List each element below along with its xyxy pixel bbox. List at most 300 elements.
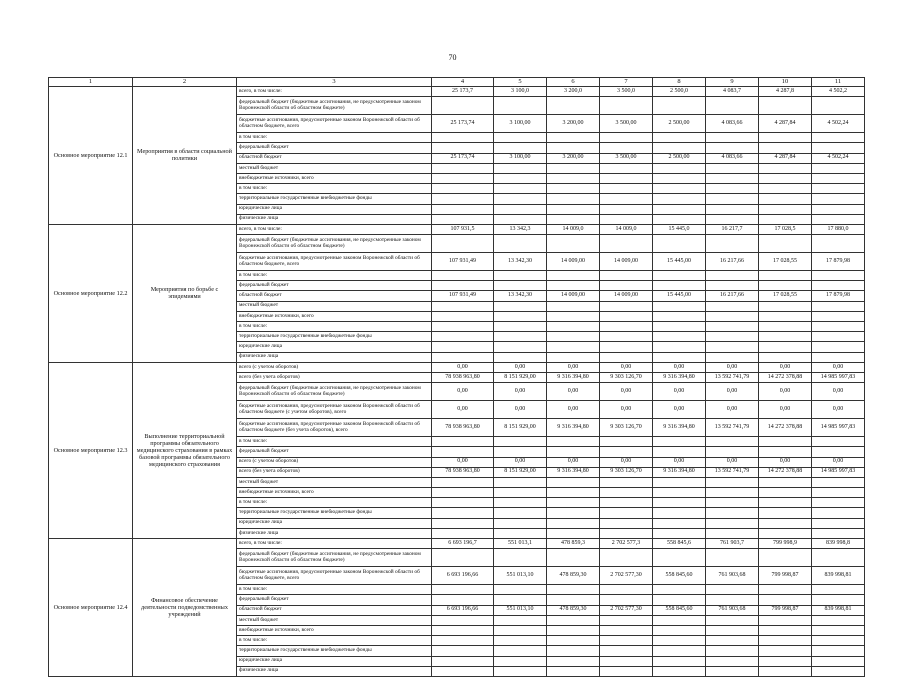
amount-cell	[547, 488, 600, 498]
amount-cell	[706, 549, 759, 567]
amount-cell	[494, 518, 547, 528]
amount-cell: 761 903,68	[706, 567, 759, 585]
amount-cell	[759, 488, 812, 498]
amount-cell: 8 151 929,00	[494, 372, 547, 382]
header-cell: 10	[759, 78, 812, 87]
amount-cell	[653, 625, 706, 635]
funding-source-label: физические лица	[237, 214, 432, 224]
amount-cell	[706, 646, 759, 656]
amount-cell	[706, 437, 759, 447]
amount-cell	[547, 636, 600, 646]
funding-source-label: в том числе:	[237, 498, 432, 508]
amount-cell	[653, 97, 706, 115]
amount-cell: 761 903,68	[706, 605, 759, 615]
amount-cell: 558 845,60	[653, 605, 706, 615]
amount-cell	[759, 163, 812, 173]
amount-cell	[432, 636, 494, 646]
amount-cell	[759, 204, 812, 214]
amount-cell	[706, 173, 759, 183]
amount-cell	[706, 332, 759, 342]
amount-cell	[600, 173, 653, 183]
amount-cell	[706, 528, 759, 538]
amount-cell	[759, 666, 812, 676]
amount-cell: 0,00	[812, 383, 865, 401]
amount-cell	[432, 97, 494, 115]
header-cell: 7	[600, 78, 653, 87]
header-cell: 3	[237, 78, 432, 87]
amount-cell: 17 028,5	[759, 224, 812, 234]
amount-cell: 16 217,66	[706, 253, 759, 271]
amount-cell: 8 151 929,00	[494, 419, 547, 437]
amount-cell	[432, 646, 494, 656]
funding-source-label: местный бюджет	[237, 301, 432, 311]
amount-cell	[547, 204, 600, 214]
amount-cell: 6 693 196,66	[432, 605, 494, 615]
amount-cell	[653, 518, 706, 528]
funding-source-label: территориальные государственные внебюджетные фонды	[237, 332, 432, 342]
amount-cell: 3 100,0	[494, 87, 547, 97]
amount-cell	[432, 595, 494, 605]
amount-cell: 14 009,0	[547, 224, 600, 234]
amount-cell: 17 880,0	[812, 224, 865, 234]
amount-cell	[759, 214, 812, 224]
amount-cell	[759, 173, 812, 183]
amount-cell	[706, 194, 759, 204]
amount-cell	[759, 133, 812, 143]
amount-cell	[494, 477, 547, 487]
amount-cell: 107 931,5	[432, 224, 494, 234]
amount-cell	[812, 488, 865, 498]
amount-cell: 9 303 126,70	[600, 372, 653, 382]
amount-cell	[432, 666, 494, 676]
amount-cell	[600, 656, 653, 666]
amount-cell	[432, 311, 494, 321]
amount-cell	[432, 184, 494, 194]
amount-cell	[759, 322, 812, 332]
amount-cell	[432, 301, 494, 311]
amount-cell	[600, 528, 653, 538]
amount-cell	[494, 204, 547, 214]
amount-cell	[547, 194, 600, 204]
amount-cell: 2 500,00	[653, 115, 706, 133]
amount-cell	[547, 332, 600, 342]
amount-cell	[600, 194, 653, 204]
event-name: Мероприятия по борьбе с эпидемиями	[133, 224, 237, 362]
amount-cell	[494, 549, 547, 567]
amount-cell	[432, 615, 494, 625]
amount-cell	[759, 549, 812, 567]
amount-cell: 0,00	[600, 362, 653, 372]
amount-cell	[600, 332, 653, 342]
amount-cell: 0,00	[432, 401, 494, 419]
amount-cell: 0,00	[653, 457, 706, 467]
amount-cell: 0,00	[653, 383, 706, 401]
amount-cell: 0,00	[547, 457, 600, 467]
amount-cell	[759, 97, 812, 115]
amount-cell	[547, 301, 600, 311]
amount-cell	[547, 477, 600, 487]
amount-cell: 0,00	[494, 457, 547, 467]
amount-cell	[547, 163, 600, 173]
amount-cell	[759, 281, 812, 291]
amount-cell	[706, 204, 759, 214]
amount-cell	[706, 133, 759, 143]
amount-cell: 0,00	[600, 401, 653, 419]
amount-cell	[653, 332, 706, 342]
amount-cell: 478 859,3	[547, 539, 600, 549]
amount-cell: 0,00	[432, 457, 494, 467]
amount-cell	[432, 352, 494, 362]
amount-cell: 9 316 394,80	[653, 467, 706, 477]
amount-cell	[494, 585, 547, 595]
funding-source-label: всего (с учетом оборотов)	[237, 362, 432, 372]
amount-cell: 3 200,0	[547, 87, 600, 97]
amount-cell	[432, 322, 494, 332]
funding-source-label: территориальные государственные внебюджетные фонды	[237, 646, 432, 656]
funding-source-label: федеральный бюджет	[237, 447, 432, 457]
amount-cell	[547, 281, 600, 291]
amount-cell	[759, 311, 812, 321]
amount-cell: 25 173,74	[432, 153, 494, 163]
amount-cell	[653, 184, 706, 194]
funding-source-label: бюджетные ассигнования, предусмотренные законом Воронежской области об областном бюджете, всего	[237, 253, 432, 271]
amount-cell	[494, 646, 547, 656]
amount-cell	[600, 646, 653, 656]
amount-cell: 0,00	[494, 383, 547, 401]
amount-cell	[494, 173, 547, 183]
amount-cell: 14 985 997,83	[812, 467, 865, 477]
amount-cell	[653, 437, 706, 447]
funding-source-label: физические лица	[237, 352, 432, 362]
amount-cell: 799 998,87	[759, 567, 812, 585]
amount-cell	[706, 271, 759, 281]
amount-cell	[759, 332, 812, 342]
amount-cell	[547, 518, 600, 528]
amount-cell	[494, 97, 547, 115]
amount-cell	[812, 133, 865, 143]
amount-cell	[759, 194, 812, 204]
amount-cell	[812, 143, 865, 153]
amount-cell: 78 938 963,80	[432, 419, 494, 437]
amount-cell	[706, 656, 759, 666]
amount-cell: 9 316 394,80	[547, 419, 600, 437]
amount-cell: 551 013,10	[494, 567, 547, 585]
amount-cell	[600, 508, 653, 518]
amount-cell	[547, 352, 600, 362]
amount-cell: 799 998,9	[759, 539, 812, 549]
amount-cell	[494, 625, 547, 635]
amount-cell: 4 287,8	[759, 87, 812, 97]
amount-cell	[432, 214, 494, 224]
amount-cell	[759, 235, 812, 253]
amount-cell	[600, 97, 653, 115]
amount-cell	[600, 311, 653, 321]
funding-source-label: территориальные государственные внебюджетные фонды	[237, 508, 432, 518]
amount-cell	[432, 656, 494, 666]
event-name: Выполнение территориальной программы обязательного медицинского страхования в рамках базовой программы обязательного медицинского страхования	[133, 362, 237, 538]
amount-cell	[706, 342, 759, 352]
amount-cell	[600, 437, 653, 447]
amount-cell	[432, 173, 494, 183]
amount-cell	[812, 204, 865, 214]
amount-cell	[706, 585, 759, 595]
amount-cell	[653, 143, 706, 153]
amount-cell	[547, 173, 600, 183]
amount-cell: 0,00	[706, 362, 759, 372]
amount-cell: 3 500,00	[600, 153, 653, 163]
amount-cell: 78 938 963,80	[432, 372, 494, 382]
amount-cell	[600, 447, 653, 457]
amount-cell	[812, 235, 865, 253]
amount-cell: 78 938 963,80	[432, 467, 494, 477]
amount-cell	[547, 585, 600, 595]
amount-cell	[600, 133, 653, 143]
amount-cell	[706, 143, 759, 153]
amount-cell	[706, 636, 759, 646]
amount-cell: 478 859,30	[547, 567, 600, 585]
amount-cell	[600, 143, 653, 153]
funding-source-label: бюджетные ассигнования, предусмотренные законом Воронежской области об областном бюджете (без учета оборотов), всего	[237, 419, 432, 437]
amount-cell: 13 592 741,79	[706, 372, 759, 382]
amount-cell	[812, 97, 865, 115]
amount-cell	[653, 615, 706, 625]
amount-cell: 0,00	[600, 383, 653, 401]
amount-cell	[759, 625, 812, 635]
amount-cell	[494, 666, 547, 676]
amount-cell	[653, 271, 706, 281]
amount-cell	[653, 352, 706, 362]
funding-source-label: всего, в том числе:	[237, 539, 432, 549]
amount-cell	[759, 615, 812, 625]
amount-cell	[494, 595, 547, 605]
amount-cell	[706, 163, 759, 173]
amount-cell	[706, 97, 759, 115]
amount-cell	[759, 477, 812, 487]
funding-source-label: физические лица	[237, 528, 432, 538]
amount-cell	[812, 625, 865, 635]
amount-cell: 9 303 126,70	[600, 467, 653, 477]
amount-cell	[812, 595, 865, 605]
budget-table	[48, 77, 865, 677]
amount-cell: 558 845,60	[653, 567, 706, 585]
amount-cell: 3 200,00	[547, 115, 600, 133]
amount-cell: 0,00	[547, 362, 600, 372]
amount-cell	[432, 447, 494, 457]
amount-cell: 25 173,74	[432, 115, 494, 133]
amount-cell: 0,00	[547, 383, 600, 401]
amount-cell: 761 903,7	[706, 539, 759, 549]
amount-cell	[653, 235, 706, 253]
amount-cell	[706, 322, 759, 332]
funding-source-label: территориальные государственные внебюджетные фонды	[237, 194, 432, 204]
amount-cell	[759, 656, 812, 666]
amount-cell: 13 342,30	[494, 253, 547, 271]
funding-source-label: федеральный бюджет (бюджетные ассигнования, не предусмотренные законом Воронежской области об областном бюджете)	[237, 97, 432, 115]
amount-cell: 14 009,00	[600, 291, 653, 301]
amount-cell	[494, 498, 547, 508]
amount-cell	[494, 311, 547, 321]
amount-cell	[432, 585, 494, 595]
amount-cell	[653, 549, 706, 567]
amount-cell	[494, 656, 547, 666]
amount-cell	[653, 488, 706, 498]
amount-cell	[653, 204, 706, 214]
amount-cell	[706, 214, 759, 224]
amount-cell	[812, 352, 865, 362]
amount-cell	[706, 595, 759, 605]
amount-cell	[706, 488, 759, 498]
amount-cell: 839 998,81	[812, 567, 865, 585]
amount-cell	[812, 271, 865, 281]
amount-cell: 2 500,0	[653, 87, 706, 97]
amount-cell: 14 985 997,83	[812, 372, 865, 382]
amount-cell: 2 500,00	[653, 153, 706, 163]
amount-cell: 0,00	[706, 401, 759, 419]
header-cell: 8	[653, 78, 706, 87]
amount-cell	[812, 646, 865, 656]
amount-cell	[494, 636, 547, 646]
amount-cell: 8 151 929,00	[494, 467, 547, 477]
amount-cell: 4 083,66	[706, 115, 759, 133]
amount-cell	[600, 301, 653, 311]
amount-cell: 2 702 577,3	[600, 539, 653, 549]
amount-cell	[547, 447, 600, 457]
header-cell: 11	[812, 78, 865, 87]
amount-cell: 13 342,30	[494, 291, 547, 301]
amount-cell	[812, 498, 865, 508]
funding-source-label: областной бюджет	[237, 291, 432, 301]
amount-cell: 13 592 741,79	[706, 467, 759, 477]
funding-source-label: всего, в том числе:	[237, 224, 432, 234]
amount-cell	[547, 322, 600, 332]
amount-cell	[759, 301, 812, 311]
amount-cell	[706, 184, 759, 194]
amount-cell	[547, 646, 600, 656]
amount-cell	[494, 322, 547, 332]
amount-cell	[812, 518, 865, 528]
amount-cell	[759, 508, 812, 518]
amount-cell	[547, 666, 600, 676]
amount-cell: 0,00	[812, 401, 865, 419]
amount-cell	[600, 666, 653, 676]
amount-cell: 0,00	[812, 457, 865, 467]
funding-source-label: юридические лица	[237, 656, 432, 666]
amount-cell: 14 272 378,88	[759, 419, 812, 437]
event-code: Основное мероприятие 12.1	[49, 87, 133, 225]
header-cell: 4	[432, 78, 494, 87]
funding-source-label: всего (без учета оборотов)	[237, 372, 432, 382]
amount-cell	[812, 332, 865, 342]
amount-cell: 14 985 997,83	[812, 419, 865, 437]
amount-cell	[494, 352, 547, 362]
amount-cell	[494, 332, 547, 342]
funding-source-label: в том числе:	[237, 184, 432, 194]
amount-cell	[600, 204, 653, 214]
funding-source-label: федеральный бюджет	[237, 281, 432, 291]
amount-cell	[759, 447, 812, 457]
amount-cell	[432, 143, 494, 153]
amount-cell	[706, 301, 759, 311]
amount-cell: 15 445,00	[653, 253, 706, 271]
amount-cell: 107 931,49	[432, 253, 494, 271]
amount-cell	[600, 271, 653, 281]
amount-cell: 3 500,0	[600, 87, 653, 97]
amount-cell: 478 859,30	[547, 605, 600, 615]
header-cell: 9	[706, 78, 759, 87]
amount-cell	[812, 585, 865, 595]
amount-cell	[812, 342, 865, 352]
amount-cell	[600, 477, 653, 487]
amount-cell	[706, 447, 759, 457]
amount-cell	[812, 194, 865, 204]
funding-source-label: областной бюджет	[237, 153, 432, 163]
amount-cell	[653, 342, 706, 352]
page-number: 70	[448, 53, 457, 62]
amount-cell	[494, 488, 547, 498]
amount-cell	[432, 235, 494, 253]
amount-cell	[759, 518, 812, 528]
funding-source-label: областной бюджет	[237, 605, 432, 615]
amount-cell: 0,00	[653, 362, 706, 372]
amount-cell	[432, 437, 494, 447]
amount-cell	[432, 477, 494, 487]
amount-cell	[759, 271, 812, 281]
amount-cell	[600, 625, 653, 635]
amount-cell: 3 100,00	[494, 115, 547, 133]
amount-cell	[812, 173, 865, 183]
amount-cell	[432, 625, 494, 635]
amount-cell	[600, 184, 653, 194]
amount-cell	[812, 615, 865, 625]
amount-cell: 4 502,2	[812, 87, 865, 97]
funding-source-label: в том числе:	[237, 271, 432, 281]
amount-cell	[494, 301, 547, 311]
amount-cell	[600, 214, 653, 224]
funding-source-label: всего (без учета оборотов)	[237, 467, 432, 477]
amount-cell: 16 217,7	[706, 224, 759, 234]
funding-source-label: местный бюджет	[237, 163, 432, 173]
funding-source-label: бюджетные ассигнования, предусмотренные законом Воронежской области об областном бюджете, всего	[237, 567, 432, 585]
amount-cell	[547, 184, 600, 194]
header-row	[49, 78, 865, 87]
amount-cell	[600, 342, 653, 352]
funding-source-label: в том числе:	[237, 133, 432, 143]
amount-cell	[653, 311, 706, 321]
amount-cell	[653, 322, 706, 332]
header-cell: 1	[49, 78, 133, 87]
amount-cell	[706, 625, 759, 635]
event-code: Основное мероприятие 12.3	[49, 362, 133, 538]
amount-cell	[432, 342, 494, 352]
amount-cell	[494, 235, 547, 253]
amount-cell	[432, 271, 494, 281]
funding-source-label: юридические лица	[237, 204, 432, 214]
amount-cell	[653, 173, 706, 183]
amount-cell: 14 272 378,88	[759, 467, 812, 477]
amount-cell	[706, 508, 759, 518]
amount-cell	[706, 615, 759, 625]
amount-cell	[432, 508, 494, 518]
amount-cell: 17 028,55	[759, 253, 812, 271]
amount-cell	[547, 311, 600, 321]
amount-cell: 6 693 196,7	[432, 539, 494, 549]
amount-cell	[812, 437, 865, 447]
amount-cell: 839 998,8	[812, 539, 865, 549]
funding-source-label: федеральный бюджет (бюджетные ассигнования, не предусмотренные законом Воронежской области об областном бюджете)	[237, 383, 432, 401]
table-row	[49, 224, 865, 234]
funding-source-label: юридические лица	[237, 342, 432, 352]
amount-cell: 799 998,87	[759, 605, 812, 615]
